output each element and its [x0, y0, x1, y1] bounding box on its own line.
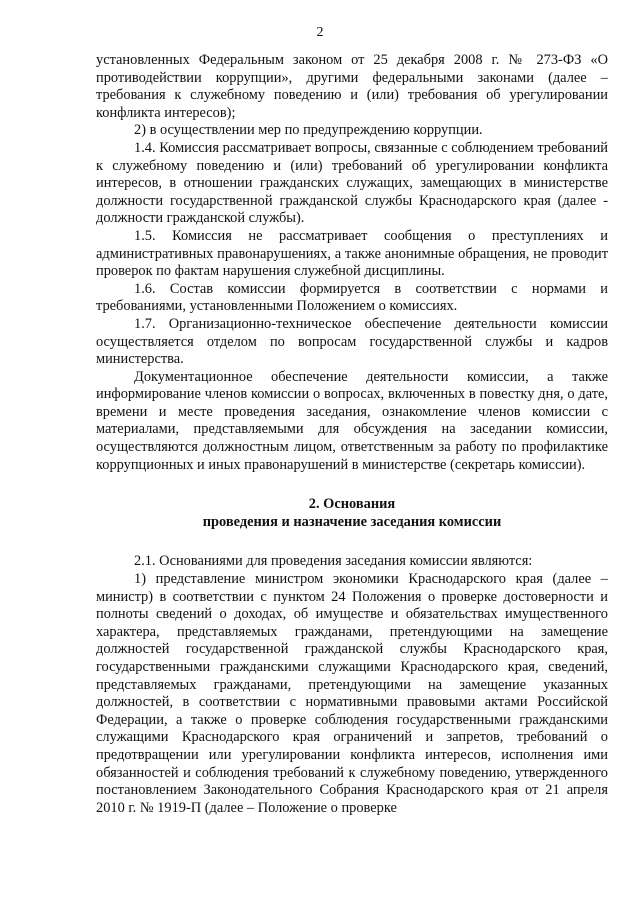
paragraph: 1) представление министром экономики Краснодарского края (далее – министр) в соответствии с пунктом 24 Положения о проверке достоверности и полноты сведений о доходах, об имуществе и обязательствах имущественного характера, представляемых гражданами, претендующими на замещение должностей государственной гражданской службы Краснодарского края, государственными гражданскими служащими Краснодарского края, сведений, представляемых гражданами, претендующими на замещение указанных должностей, в соответствии с нормативными правовыми актами Российской Федерации, а также о проверке соблюдения государственными гражданскими служащими Краснодарского края ограничений и запретов, требований о предотвращении или урегулировании конфликта интересов, исполнения ими обязанностей и соблюдения требований к служебному поведению, утвержденного постановлением Законодательного Собрания Краснодарского края от 21 апреля 2010 г. № 1919-П (далее – Положение о проверке [96, 571, 608, 816]
paragraph: 2.1. Основаниями для проведения заседания комиссии являются: [134, 553, 533, 570]
paragraph: установленных Федеральным законом от 25 декабря 2008 г. № 273-ФЗ «О противодействии коррупции», другими федеральными законами (далее – требования к служебному поведению и (или) требования об урегулировании конфликта интересов); [96, 52, 608, 121]
paragraph: 1.6. Состав комиссии формируется в соответствии с нормами и требованиями, установленными Положением о комиссиях. [96, 280, 608, 315]
paragraph: 1.7. Организационно-техническое обеспечение деятельности комиссии осуществляется отделом по вопросам государственной службы и кадров министерства. [96, 315, 608, 368]
paragraph: 2) в осуществлении мер по предупреждению коррупции. [134, 122, 483, 139]
section-heading [96, 496, 608, 531]
section-heading-line2: проведения и назначение заседания комиссии [202, 513, 502, 530]
paragraph: 1.4. Комиссия рассматривает вопросы, связанные с соблюдением требований к служебному поведению и (или) требований об урегулировании конфликта интересов, в отношении гражданских служащих, замещающих в министерстве должности государственной гражданской службы Краснодарского края (далее - должности гражданской службы). [96, 139, 608, 227]
paragraph: Документационное обеспечение деятельности комиссии, а также информирование членов комиссии о вопросах, включенных в повестку дня, о дате, времени и месте проведения заседания, ознакомление членов комиссии с материалами, представляемыми для обсуждения на заседании комиссии, осуществляются должностным лицом, ответственным за работу по профилактике коррупционных и иных правонарушений в министерстве (секретарь комиссии). [96, 368, 608, 473]
document-body [96, 52, 608, 817]
page-number: 2 [316, 25, 324, 40]
paragraphs-before [96, 52, 608, 474]
paragraph: 1.5. Комиссия не рассматривает сообщения о преступлениях и административных правонарушениях, а также анонимные обращения, не проводит проверок по фактам нарушения служебной дисциплины. [96, 227, 608, 280]
paragraphs-after [96, 553, 608, 817]
section-heading-line1: 2. Основания [308, 496, 396, 513]
